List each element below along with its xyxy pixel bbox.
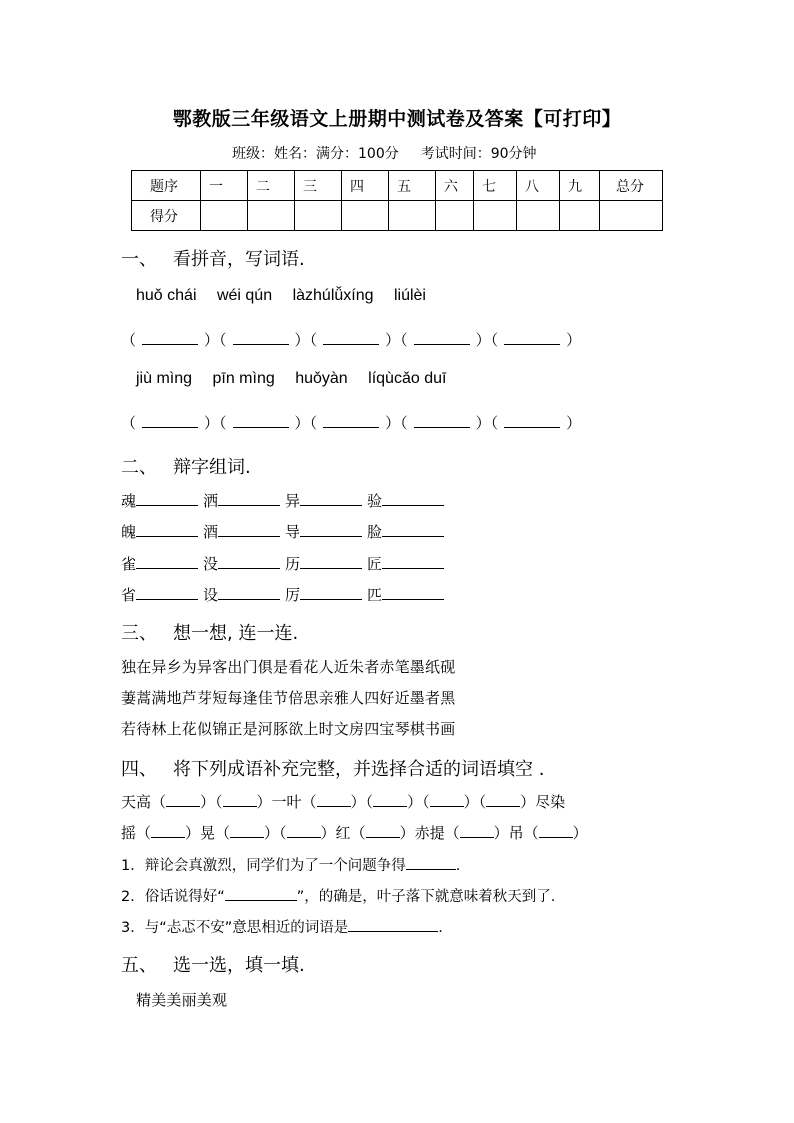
answer-blank[interactable]	[504, 415, 560, 428]
matching-line-1: 独在异乡为异客出门俱是看花人近朱者赤笔墨纸砚	[121, 658, 456, 676]
section-title: 想一想, 连一连.	[173, 623, 299, 644]
char-row-1	[121, 490, 449, 511]
char-label: 匹	[367, 586, 383, 604]
score-cell[interactable]	[436, 201, 474, 231]
answer-blank[interactable]	[142, 415, 198, 428]
section-number: 一、	[121, 249, 157, 270]
answer-blank[interactable]	[414, 332, 470, 345]
section-number: 三、	[121, 623, 157, 644]
section-title: 将下列成语补充完整，并选择合适的词语填空 .	[173, 759, 545, 780]
idiom-blank[interactable]	[317, 805, 351, 807]
question-1: 1．辩论会真激烈，同学们为了一个问题争得 .	[121, 858, 461, 874]
char-label: 厉	[285, 586, 301, 604]
section-3-heading	[121, 619, 298, 645]
idiom-blank[interactable]	[151, 836, 185, 838]
word-blank[interactable]	[300, 598, 362, 600]
word-blank[interactable]	[136, 567, 198, 569]
idiom-blank[interactable]	[486, 805, 520, 807]
char-label: 异	[285, 492, 301, 510]
section-5-heading	[121, 951, 305, 977]
question-3: 3．与“忐忑不安”意思相近的词语是 .	[121, 920, 443, 936]
answer-blank[interactable]	[233, 415, 289, 428]
score-header-cell: 四	[342, 171, 389, 201]
exam-info	[232, 143, 537, 163]
word-choices: 精美美丽美观	[136, 991, 228, 1009]
pinyin-word: jiù mìng	[136, 370, 193, 387]
section-4-heading	[121, 755, 544, 781]
answer-blanks-row-2: （ ）（ ）（ ）（ ）（ ）	[121, 414, 582, 432]
char-label: 设	[203, 586, 219, 604]
question-2: 2．俗话说得好“ ”，的确是，叶子落下就意味着秋天到了.	[121, 889, 556, 905]
section-number: 四、	[121, 759, 157, 780]
section-2-heading	[121, 453, 251, 479]
score-cell[interactable]	[560, 201, 600, 231]
score-header-cell: 五	[389, 171, 436, 201]
score-header-cell: 八	[517, 171, 560, 201]
idiom-blank[interactable]	[230, 836, 264, 838]
answer-blank[interactable]	[323, 415, 379, 428]
pinyin-word: huǒyàn	[295, 370, 348, 387]
score-cell[interactable]	[248, 201, 295, 231]
word-blank[interactable]	[218, 598, 280, 600]
idiom-row-2: 摇（ ）晃（ ）（ ）红（ ）赤提（ ）吊（ ）	[121, 824, 588, 842]
score-cell[interactable]	[600, 201, 663, 231]
answer-blank[interactable]	[233, 332, 289, 345]
score-cell[interactable]	[474, 201, 517, 231]
score-header-cell: 总分	[600, 171, 663, 201]
score-cell[interactable]	[517, 201, 560, 231]
idiom-blank[interactable]	[166, 805, 200, 807]
idiom-blank[interactable]	[460, 836, 494, 838]
word-blank[interactable]	[382, 567, 444, 569]
class-name-score: 班级：姓名：满分：100分	[232, 146, 399, 162]
idiom-row-1: 天高（ ）（ ）一叶（ ）（ ）（ ）（ ）尽染	[121, 793, 566, 811]
score-header-cell: 三	[295, 171, 342, 201]
pinyin-word: wéi qún	[216, 287, 273, 304]
char-row-2	[121, 521, 449, 542]
section-title: 选一选，填一填.	[173, 955, 305, 976]
char-label: 省	[121, 586, 137, 604]
section-1-heading	[121, 245, 305, 271]
score-header-cell: 一	[201, 171, 248, 201]
score-cell[interactable]	[201, 201, 248, 231]
pinyin-word: huǒ chái	[136, 287, 197, 304]
fill-blank[interactable]	[225, 899, 297, 901]
score-header-cell: 二	[248, 171, 295, 201]
char-label: 魄	[121, 523, 137, 541]
score-cell[interactable]	[389, 201, 436, 231]
score-table-header-row	[132, 171, 663, 201]
char-label: 没	[203, 555, 219, 573]
word-blank[interactable]	[136, 598, 198, 600]
score-header-cell: 题序	[132, 171, 201, 201]
score-cell[interactable]	[342, 201, 389, 231]
score-table-score-row	[132, 201, 663, 231]
score-header-cell: 七	[474, 171, 517, 201]
char-label: 匠	[367, 555, 383, 573]
page-title: 鄂教版三年级语文上册期中测试卷及答案【可打印】	[172, 108, 622, 130]
char-label: 历	[285, 555, 301, 573]
idiom-blank[interactable]	[223, 805, 257, 807]
answer-blank[interactable]	[414, 415, 470, 428]
char-label: 雀	[121, 555, 137, 573]
char-label: 魂	[121, 492, 137, 510]
section-number: 二、	[121, 457, 157, 478]
char-row-4	[121, 584, 449, 605]
matching-line-2: 萋蒿满地芦芽短每逢佳节倍思亲雅人四好近墨者黑	[121, 689, 456, 707]
section-number: 五、	[121, 955, 157, 976]
char-label: 脸	[367, 523, 383, 541]
score-header-cell: 六	[436, 171, 474, 201]
section-title: 看拼音，写词语.	[173, 249, 305, 270]
word-blank[interactable]	[136, 535, 198, 537]
word-blank[interactable]	[218, 504, 280, 506]
score-cell[interactable]	[295, 201, 342, 231]
score-row-label: 得分	[132, 201, 201, 231]
pinyin-word: làzhúlǚxíng	[292, 287, 374, 304]
pinyin-word: liúlèi	[393, 287, 426, 304]
char-label: 导	[285, 523, 301, 541]
char-label: 验	[367, 492, 383, 510]
pinyin-row-1	[136, 287, 442, 305]
word-blank[interactable]	[218, 535, 280, 537]
idiom-blank[interactable]	[539, 836, 573, 838]
exam-time: 考试时间：90分钟	[420, 146, 537, 162]
word-blank[interactable]	[382, 535, 444, 537]
word-blank[interactable]	[300, 567, 362, 569]
idiom-blank[interactable]	[373, 805, 407, 807]
matching-line-3: 若待林上花似锦正是河豚欲上时文房四宝琴棋书画	[121, 720, 456, 738]
pinyin-word: líqùcǎo duī	[368, 370, 447, 387]
word-blank[interactable]	[382, 598, 444, 600]
char-label: 洒	[203, 492, 219, 510]
idiom-blank[interactable]	[287, 836, 321, 838]
word-blank[interactable]	[300, 504, 362, 506]
fill-blank[interactable]	[348, 930, 438, 932]
pinyin-word: pīn mìng	[212, 370, 275, 387]
answer-blank[interactable]	[504, 332, 560, 345]
word-blank[interactable]	[382, 504, 444, 506]
pinyin-row-2	[136, 370, 462, 388]
section-title: 辩字组词.	[173, 457, 251, 478]
word-blank[interactable]	[300, 535, 362, 537]
score-table	[131, 170, 663, 231]
fill-blank[interactable]	[406, 868, 456, 870]
idiom-blank[interactable]	[430, 805, 464, 807]
answer-blank[interactable]	[142, 332, 198, 345]
word-blank[interactable]	[218, 567, 280, 569]
score-header-cell: 九	[560, 171, 600, 201]
idiom-blank[interactable]	[366, 836, 400, 838]
word-blank[interactable]	[136, 504, 198, 506]
char-row-3	[121, 553, 449, 574]
answer-blanks-row-1: （ ）（ ）（ ）（ ）（ ）	[121, 331, 582, 349]
char-label: 酒	[203, 523, 219, 541]
answer-blank[interactable]	[323, 332, 379, 345]
